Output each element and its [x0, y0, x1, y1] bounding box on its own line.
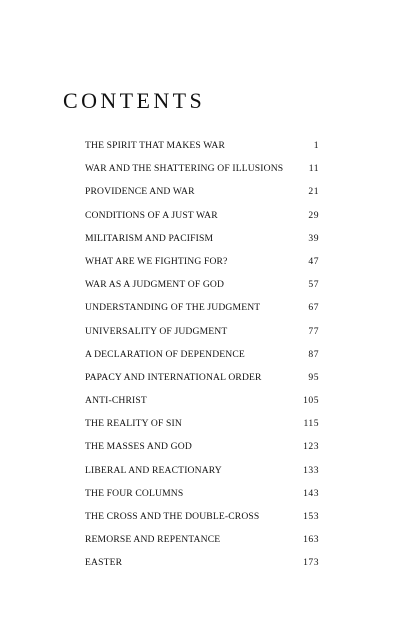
toc-entry-title: A DECLARATION OF DEPENDENCE [85, 348, 245, 360]
toc-entry-page: 143 [303, 487, 319, 499]
toc-entry-page: 133 [303, 464, 319, 476]
toc-entry-page: 57 [308, 279, 319, 291]
toc-entry[interactable] [85, 533, 319, 556]
contents-heading: CONTENTS [63, 88, 206, 113]
toc-entry-page: 87 [308, 348, 319, 360]
toc-entry-title: MILITARISM AND PACIFISM [85, 232, 214, 244]
toc-entry-page: 95 [308, 371, 319, 383]
toc-entry-title: WHAT ARE WE FIGHTING FOR? [85, 255, 228, 267]
toc-entry-page: 105 [303, 395, 319, 407]
toc-entry-title: THE REALITY OF SIN [85, 418, 182, 430]
toc-entry-title: THE MASSES AND GOD [85, 441, 192, 453]
table-of-contents [85, 139, 319, 580]
toc-entry[interactable] [85, 162, 319, 185]
toc-entry-page: 29 [308, 209, 319, 221]
toc-entry[interactable] [85, 487, 319, 510]
toc-entry-page: 21 [308, 186, 319, 198]
toc-entry-page: 39 [308, 232, 319, 244]
toc-entry[interactable] [85, 255, 319, 278]
toc-entry[interactable] [85, 348, 319, 371]
toc-entry-title: THE SPIRIT THAT MAKES WAR [85, 140, 226, 151]
toc-entry-title: PROVIDENCE AND WAR [85, 186, 195, 198]
toc-entry-page: 11 [308, 163, 319, 175]
toc-entry-title: UNIVERSALITY OF JUDGMENT [85, 325, 228, 337]
toc-entry[interactable] [85, 510, 319, 533]
toc-entry[interactable] [85, 440, 319, 463]
toc-entry-title: THE FOUR COLUMNS [85, 487, 184, 499]
toc-entry-title: REMORSE AND REPENTANCE [85, 534, 221, 546]
toc-entry[interactable] [85, 325, 319, 348]
toc-entry[interactable] [85, 232, 319, 255]
toc-entry[interactable] [85, 209, 319, 232]
toc-entry-page: 67 [308, 302, 319, 314]
toc-entry-title: CONDITIONS OF A JUST WAR [85, 209, 218, 221]
toc-entry-title: THE CROSS AND THE DOUBLE-CROSS [85, 511, 260, 522]
toc-entry-page: 163 [303, 534, 319, 546]
toc-entry[interactable] [85, 556, 319, 579]
toc-entry-page: 115 [303, 418, 319, 430]
toc-entry[interactable] [85, 301, 319, 324]
toc-entry[interactable] [85, 464, 319, 487]
toc-entry-page: 77 [308, 325, 319, 337]
toc-entry-title: EASTER [85, 557, 123, 569]
toc-entry[interactable] [85, 139, 319, 162]
toc-entry-title: WAR AND THE SHATTERING OF ILLUSIONS [85, 163, 284, 175]
toc-entry-title: ANTI-CHRIST [85, 395, 147, 407]
toc-entry-page: 153 [303, 511, 319, 522]
toc-entry-page: 47 [308, 255, 319, 267]
toc-entry[interactable] [85, 185, 319, 208]
toc-entry-title: UNDERSTANDING OF THE JUDGMENT [85, 302, 261, 314]
toc-entry[interactable] [85, 371, 319, 394]
toc-entry-page: 173 [303, 557, 319, 569]
toc-entry-page: 1 [313, 140, 319, 151]
toc-entry-title: LIBERAL AND REACTIONARY [85, 464, 222, 476]
toc-entry[interactable] [85, 394, 319, 417]
toc-entry[interactable] [85, 417, 319, 440]
toc-entry-title: WAR AS A JUDGMENT OF GOD [85, 279, 225, 291]
toc-entry-page: 123 [303, 441, 319, 453]
toc-entry[interactable] [85, 278, 319, 301]
toc-entry-title: PAPACY AND INTERNATIONAL ORDER [85, 371, 262, 383]
